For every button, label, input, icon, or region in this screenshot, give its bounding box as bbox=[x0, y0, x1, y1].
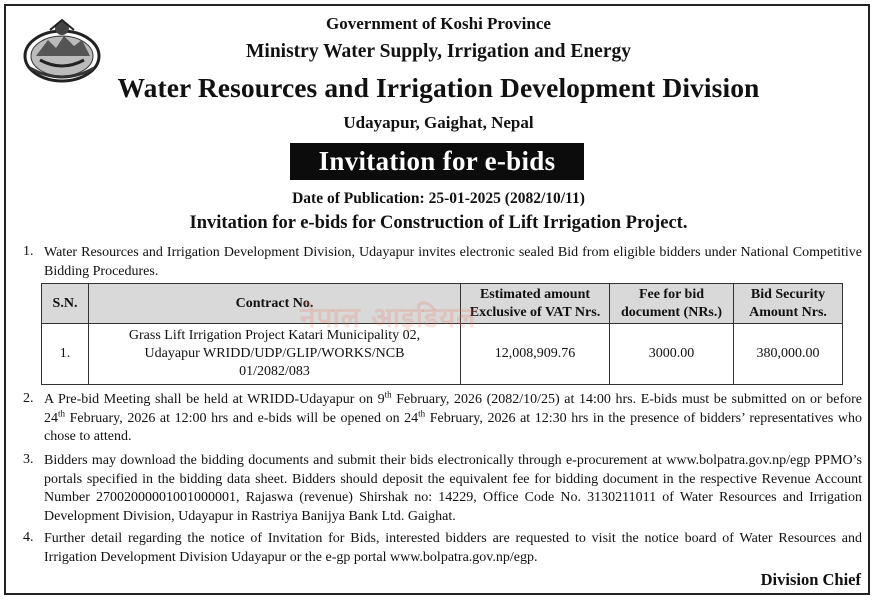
signatory-title: Division Chief bbox=[760, 570, 861, 589]
col-bid-security: Bid Security Amount Nrs. bbox=[734, 284, 843, 324]
item-3-text: Bidders may download the bidding documents and submit their bids electronically through e-procurement at www.bolpatra.gov.np/egp PPMO’s portals specified in the bidding data sheet. Bidders should deposit the equivalent fee for bidding document in the respective Revenue Account Number 27002000001001000001, Rajaswa (revenue) Shirshak no: 14229, Office Code No. 3130211011 of Water Resources and Irrigation Development Division, Udayapur in Rastriya Banijya Bank Ltd. Gaighat. bbox=[44, 453, 862, 524]
item-number: 3. bbox=[23, 452, 34, 467]
notice-subject: Invitation for e-bids for Construction of Lift Irrigation Project. bbox=[189, 213, 688, 233]
col-estimated-amount: Estimated amount Exclusive of VAT Nrs. bbox=[461, 284, 610, 324]
col-sn: S.N. bbox=[42, 284, 89, 324]
cell-estimated-amount: 12,008,909.76 bbox=[461, 324, 610, 385]
publication-date: Date of Publication: 25-01-2025 (2082/10/11) bbox=[292, 190, 585, 207]
item-number: 1. bbox=[23, 244, 34, 259]
division-name: Water Resources and Irrigation Development Division bbox=[117, 72, 760, 103]
item-4-text: Further detail regarding the notice of Invitation for Bids, interested bidders are requested to visit the notice board of Water Resources and Irrigation Development Division Udayapur or the e-gp portal www.bolpatra.gov.np/egp. bbox=[44, 531, 862, 565]
office-location: Udayapur, Gaighat, Nepal bbox=[343, 113, 534, 132]
item-number: 4. bbox=[23, 530, 34, 545]
item-number: 2. bbox=[23, 391, 34, 406]
col-fee: Fee for bid document (NRs.) bbox=[610, 284, 734, 324]
cell-sn: 1. bbox=[42, 324, 89, 385]
notice-title-banner: Invitation for e-bids bbox=[290, 143, 584, 180]
government-name: Government of Koshi Province bbox=[326, 14, 551, 33]
cell-fee: 3000.00 bbox=[610, 324, 734, 385]
watermark: नेपाल आइडियल bbox=[300, 301, 477, 334]
item-1-text: Water Resources and Irrigation Development Division, Udayapur invites electronic sealed Bid from eligible bidders under National Competitive Bidding Procedures. bbox=[44, 245, 862, 279]
cell-contract-no: Grass Lift Irrigation Project Katari Municipality 02, Udayapur WRIDD/UDP/GLIP/WORKS/NCB 01/2082/083 bbox=[89, 324, 461, 385]
col-contract-no: Contract No. bbox=[89, 284, 461, 324]
ministry-name: Ministry Water Supply, Irrigation and Energy bbox=[246, 41, 631, 62]
item-2-text: A Pre-bid Meeting shall be held at WRIDD-Udayapur on 9th February, 2026 (2082/10/25) at 14:00 hrs. E-bids must be submitted on or before 24th February, 2026 at 12:00 hrs and e-bids will be opened on 24th February, 2026 at 12:30 hrs in the presence of bidders’ representatives who chose to attend. bbox=[44, 389, 862, 444]
cell-bid-security: 380,000.00 bbox=[734, 324, 843, 385]
